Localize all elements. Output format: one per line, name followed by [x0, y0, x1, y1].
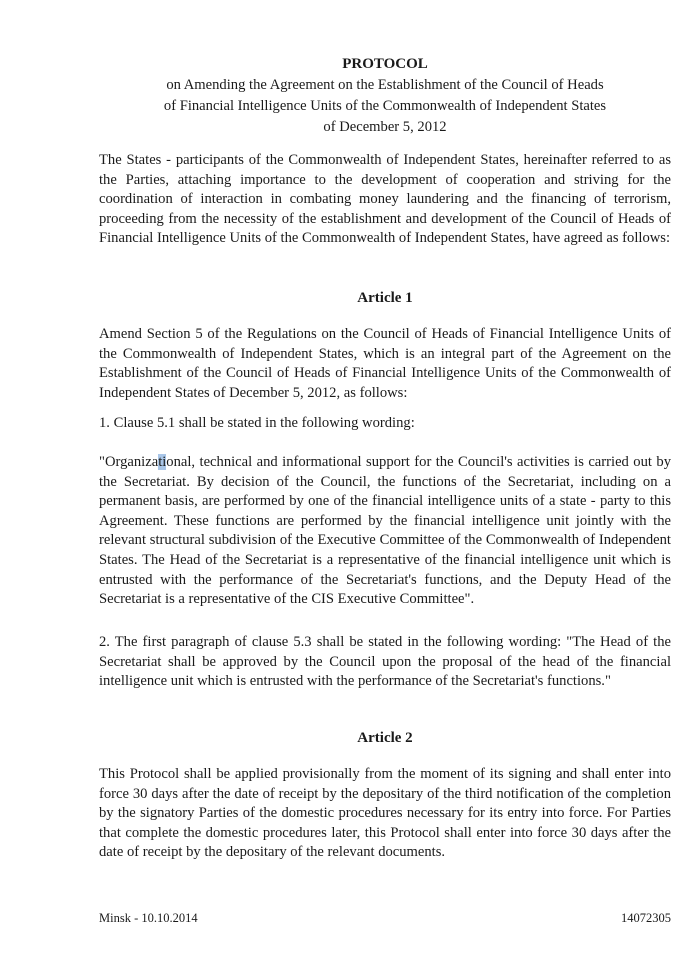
preamble-paragraph[interactable]: The States - participants of the Commonwealth of Independent States, hereinafter referred to as the Parties, attaching importance to the development of cooperation and striving for the coordination of interaction in combating money laundering and the financing of terrorism, proceeding from the necessity of the establishment and development of the Council of Heads of Financial Intelligence Units of the Commonwealth of Independent States, have agreed as follows:: [99, 152, 671, 247]
article-2-heading: Article 2: [357, 730, 413, 746]
document-subtitle: [99, 75, 671, 138]
quote-text-rest: onal, technical and informational support for the Council's activities is carried out by the Secretariat. By decision of the Council, the functions of the Secretariat, including on a permanent basis, are performed by one of the financial intelligence units of a state - party to this Agreement. These functions are performed by the financial intelligence unit jointly with the relevant structural subdivision of the Executive Committee of the Commonwealth of Independent States. The Head of the Secretariat is a representative of the financial intelligence unit which is entrusted with the performance of the Secretariat's functions, and the Deputy Head of the Secretariat is a representative of the CIS Executive Committee".: [99, 454, 671, 608]
footer-place-date: Minsk - 10.10.2014: [99, 911, 198, 925]
clause-2-paragraph[interactable]: 2. The first paragraph of clause 5.3 shall be stated in the following wording: "The Head of the Secretariat shall be approved by the Council upon the proposal of the head of the financial intelligence unit which is entrusted with the performance of the Secretariat's functions.": [99, 634, 671, 690]
article-1-intro-paragraph[interactable]: Amend Section 5 of the Regulations on the Council of Heads of Financial Intelligence Units of the Commonwealth of Independent States, which is an integral part of the Agreement on the Establishment of the Council of Heads of Financial Intelligence Units of the Commonwealth of Independent States of December 5, 2012, as follows:: [99, 326, 671, 401]
subtitle-line: of December 5, 2012: [323, 119, 447, 135]
text-selection-highlight[interactable]: ti: [158, 454, 167, 470]
page-footer: [99, 909, 671, 929]
subtitle-line: on Amending the Agreement on the Establishment of the Council of Heads: [166, 77, 604, 93]
subtitle-line: of Financial Intelligence Units of the Commonwealth of Independent States: [163, 98, 607, 114]
clause-5-1-quote-paragraph[interactable]: [99, 453, 671, 610]
article-1-heading: Article 1: [357, 290, 413, 306]
clause-1-intro[interactable]: 1. Clause 5.1 shall be stated in the following wording:: [99, 415, 415, 431]
quote-text-start: "Organiza: [99, 454, 159, 470]
document-title: PROTOCOL: [342, 56, 428, 72]
article-2-paragraph[interactable]: This Protocol shall be applied provisionally from the moment of its signing and shall enter into force 30 days after the date of receipt by the depositary of the third notification of the completion by the signatory Parties of the domestic procedures necessary for its entry into force. For Parties that complete the domestic procedures later, this Protocol shall enter into force 30 days after the date of receipt by the depositary of the relevant documents.: [99, 766, 671, 861]
footer-document-number: 14072305: [621, 911, 671, 925]
